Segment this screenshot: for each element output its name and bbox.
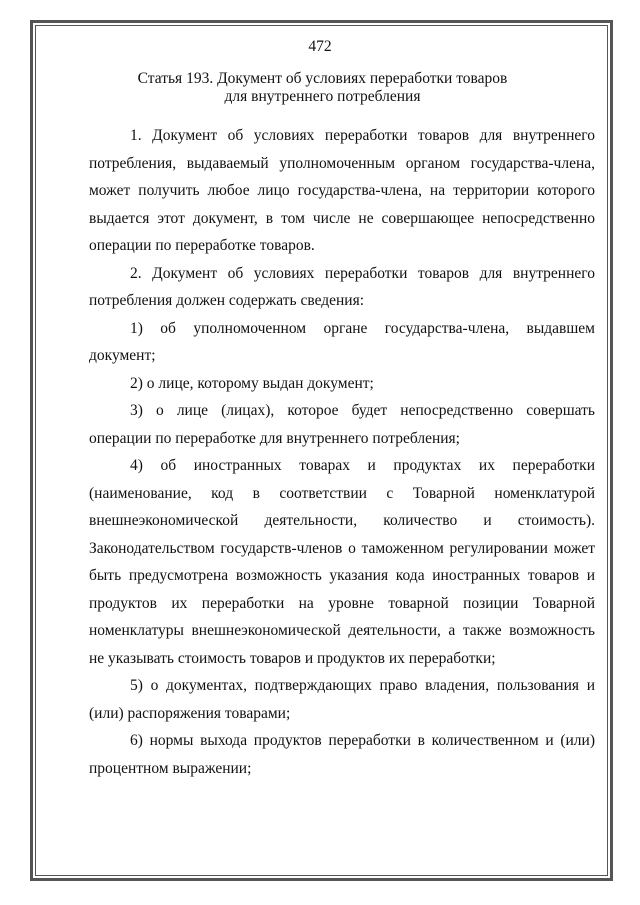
article-body [89,122,595,782]
list-item-1: 1) об уполномоченном органе государства-члена, выдавшем документ; [89,319,595,364]
article-title-line-1: Статья 193. Документ об условиях переработки товаров [137,70,508,87]
list-item-3: 3) о лице (лицах), которое будет непосредственно совершать операции по переработке для внутреннего потребления; [89,402,595,447]
article-title [0,70,640,106]
paragraph-2: 2. Документ об условиях переработки товаров для внутреннего потребления должен содержать сведения: [89,264,595,309]
list-item-4: 4) об иностранных товарах и продуктах их переработки (наименование, код в соответствии с Товарной номенклатурой внешнеэкономической деятельности, количество и стоимость). Законодательством государств-членов о таможенном регулировании может быть предусмотрена возможность указания кода иностранных товаров и продуктов их переработки на уровне товарной позиции Товарной номенклатуры внешнеэкономической деятельности, а также возможность не указывать стоимость товаров и продуктов их переработки; [89,457,595,667]
list-item-6: 6) нормы выхода продуктов переработки в количественном и (или) процентном выражении; [89,732,595,777]
list-item-5: 5) о документах, подтверждающих право владения, пользования и (или) распоряжения товарами; [89,677,595,722]
page-number: 472 [308,38,332,55]
list-item-2: 2) о лице, которому выдан документ; [130,374,374,392]
paragraph-1: 1. Документ об условиях переработки товаров для внутреннего потребления, выдаваемый уполномоченным органом государства-члена, может получить любое лицо государства-члена, на территории которого выдается этот документ, в том числе не совершающее непосредственно операции по переработке товаров. [89,127,595,254]
article-title-line-2: для внутреннего потребления [224,88,421,105]
